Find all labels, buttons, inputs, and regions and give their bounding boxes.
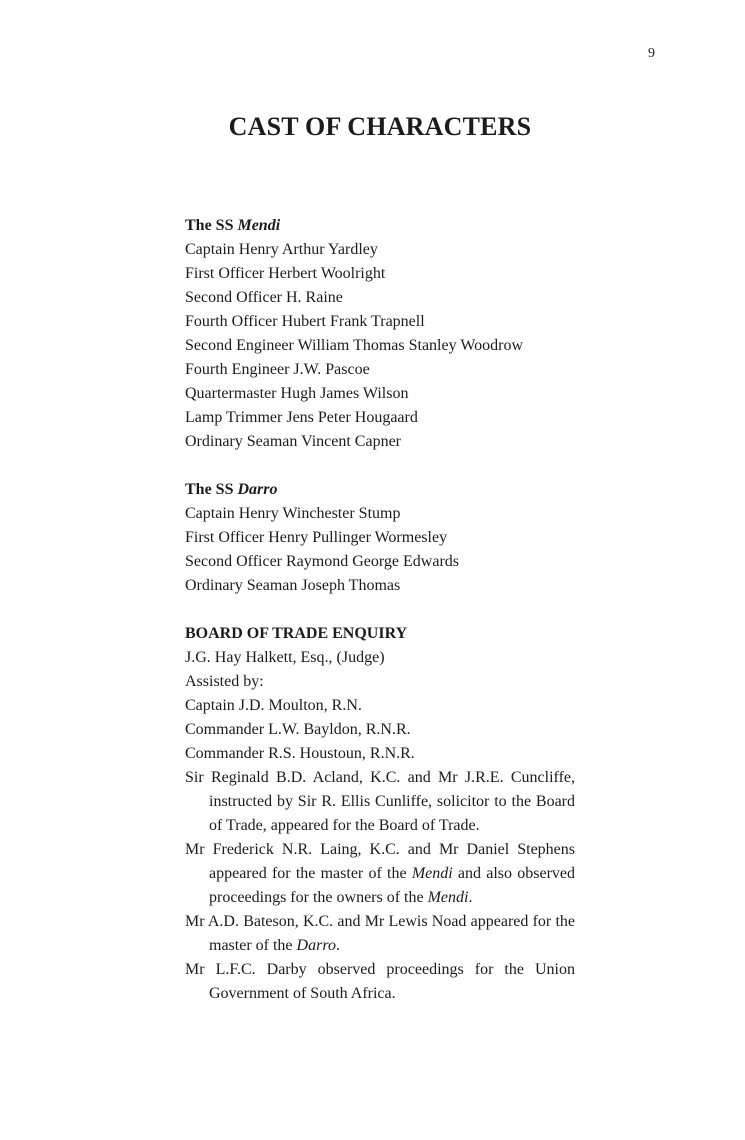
ship-name: Mendi: [427, 889, 469, 906]
counsel-text: and also observed proceedings for the owners of the: [209, 865, 575, 906]
ship-name: Mendi: [237, 217, 281, 234]
list-item: J.G. Hay Halkett, Esq., (Judge): [185, 649, 385, 666]
section-board-of-trade-enquiry: [185, 622, 575, 1006]
counsel-text: .: [335, 937, 340, 954]
cast-list: [185, 214, 575, 1006]
heading-prefix: The SS: [185, 217, 238, 234]
counsel-mendi-master: [185, 838, 575, 910]
counsel-board-of-trade: Sir Reginald B.D. Acland, K.C. and Mr J.R.E. Cuncliffe, instructed by Sir R. Ellis Cunliffe, solicitor to the Board of Trade, appeared for the Board of Trade.: [185, 769, 575, 834]
list-item: Lamp Trimmer Jens Peter Hougaard: [185, 409, 418, 426]
list-item: First Officer Herbert Woolright: [185, 265, 386, 282]
section-heading-enquiry: BOARD OF TRADE ENQUIRY: [185, 625, 408, 642]
list-item: Captain J.D. Moulton, R.N.: [185, 697, 362, 714]
enquiry-members-list: [185, 646, 575, 766]
list-item: Assisted by:: [185, 673, 264, 690]
ship-name: Mendi: [411, 865, 453, 882]
list-item: Commander L.W. Bayldon, R.N.R.: [185, 721, 411, 738]
section-heading-mendi: [185, 214, 575, 238]
section-ss-mendi: [185, 214, 575, 454]
counsel-list: [185, 766, 575, 1006]
counsel-text: Mr A.D. Bateson, K.C. and Mr Lewis Noad appeared for the master of the: [185, 913, 575, 954]
counsel-darro-master: [185, 910, 575, 958]
section-heading-darro: [185, 478, 575, 502]
section-ss-darro: [185, 478, 575, 598]
list-item: Second Officer H. Raine: [185, 289, 343, 306]
darro-crew-list: [185, 502, 575, 598]
counsel-text: .: [468, 889, 473, 906]
list-item: Captain Henry Winchester Stump: [185, 505, 401, 522]
list-item: Second Engineer William Thomas Stanley Woodrow: [185, 337, 524, 354]
mendi-crew-list: [185, 238, 575, 454]
list-item: Commander R.S. Houstoun, R.N.R.: [185, 745, 415, 762]
counsel-union-government: Mr L.F.C. Darby observed proceedings for the Union Government of South Africa.: [185, 961, 575, 1002]
list-item: Captain Henry Arthur Yardley: [185, 241, 378, 258]
list-item: First Officer Henry Pullinger Wormesley: [185, 529, 448, 546]
page-title: CAST OF CHARACTERS: [228, 112, 532, 141]
ship-name: Darro: [296, 937, 336, 954]
list-item: Quartermaster Hugh James Wilson: [185, 385, 409, 402]
ship-name: Darro: [237, 481, 278, 498]
list-item: Fourth Officer Hubert Frank Trapnell: [185, 313, 425, 330]
list-item: Second Officer Raymond George Edwards: [185, 553, 459, 570]
list-item: Fourth Engineer J.W. Pascoe: [185, 361, 370, 378]
page-number: 9: [648, 46, 655, 61]
list-item: Ordinary Seaman Vincent Capner: [185, 433, 402, 450]
heading-prefix: The SS: [185, 481, 238, 498]
list-item: Ordinary Seaman Joseph Thomas: [185, 577, 401, 594]
counsel-text: Mr Frederick N.R. Laing, K.C. and Mr Daniel Stephens appeared for the master of the: [185, 841, 575, 882]
